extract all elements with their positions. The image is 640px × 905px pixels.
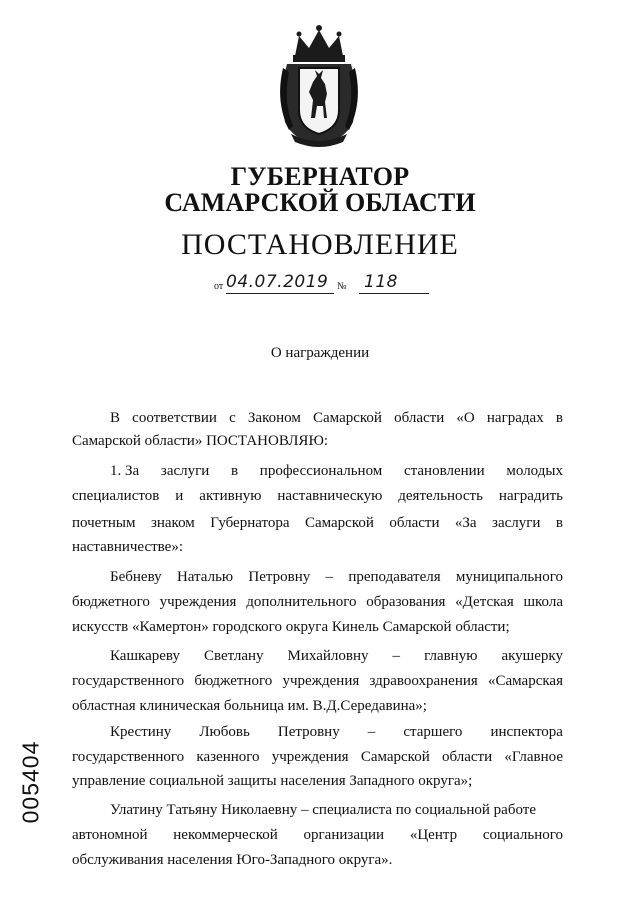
- word: деятельность: [398, 488, 483, 504]
- word: «Главное: [504, 749, 563, 765]
- body-line: [72, 487, 563, 505]
- registration-number-text: 005404: [17, 740, 44, 824]
- body-line: [110, 647, 563, 665]
- word: В: [110, 410, 121, 426]
- word: активную: [199, 488, 262, 504]
- word: некоммерческой: [173, 827, 278, 843]
- word: преподавателя: [348, 569, 441, 585]
- body-line: [72, 748, 563, 766]
- word: организации: [303, 827, 385, 843]
- word: «Самарская: [487, 673, 563, 689]
- word: казенного: [196, 749, 260, 765]
- issuer-title-line1: ГУБЕРНАТОР: [230, 162, 410, 191]
- word: Крестину: [110, 724, 172, 740]
- word: Бебневу: [110, 569, 162, 585]
- word: заслуги: [492, 515, 541, 531]
- word: Светлану: [204, 648, 264, 664]
- word: –: [367, 724, 376, 740]
- body-line: управление социальной защиты населения Западного округа»;: [72, 773, 473, 789]
- word: акушерку: [501, 648, 563, 664]
- issuer-title-line2: САМАРСКОЙ ОБЛАСТИ: [164, 188, 476, 217]
- word: автономной: [72, 827, 148, 843]
- word: знаком: [150, 515, 195, 531]
- word: «За: [454, 515, 477, 531]
- word: учреждения: [282, 673, 360, 689]
- word: молодых: [506, 463, 563, 479]
- word: бюджетного: [72, 594, 150, 610]
- date-underline: [226, 293, 334, 294]
- word: Самарской: [313, 410, 382, 426]
- document-type: ПОСТАНОВЛЕНИЕ: [181, 228, 459, 261]
- word: области: [389, 515, 440, 531]
- number-label: №: [337, 281, 347, 292]
- handwritten-number: 118: [364, 272, 398, 292]
- word: и: [175, 488, 184, 504]
- word: с: [229, 410, 236, 426]
- word: в: [231, 463, 239, 479]
- word: специалистов: [72, 488, 160, 504]
- coat-of-arms-emblem: [273, 22, 365, 150]
- word: –: [325, 569, 334, 585]
- word: области: [394, 410, 445, 426]
- word: наставническую: [277, 488, 383, 504]
- word: Михайловну: [287, 648, 369, 664]
- word: бюджетного: [194, 673, 273, 689]
- word: здравоохранения: [369, 673, 478, 689]
- word: Наталью: [176, 569, 234, 585]
- date-label: от: [214, 281, 224, 292]
- body-line: [72, 826, 563, 844]
- word: Петровну: [248, 569, 311, 585]
- body-line: [110, 409, 563, 427]
- word: «Центр: [409, 827, 458, 843]
- body-line: Самарской области» ПОСТАНОВЛЯЮ:: [72, 433, 329, 449]
- word: Кашкареву: [110, 648, 180, 664]
- number-underline: [359, 293, 429, 294]
- word: в: [555, 410, 563, 426]
- date-number-line: [214, 272, 434, 294]
- handwritten-date: 04.07.2019: [226, 272, 329, 292]
- word: Петровну: [277, 724, 340, 740]
- word: Самарской: [360, 749, 430, 765]
- word: почетным: [72, 515, 136, 531]
- word: 1. За: [110, 463, 140, 479]
- document-subject: О награждении: [270, 345, 370, 361]
- word: Любовь: [199, 724, 250, 740]
- word: образования: [366, 594, 446, 610]
- word: «Детская: [455, 594, 514, 610]
- word: профессиональном: [259, 463, 383, 479]
- word: инспектора: [490, 724, 563, 740]
- body-line: [72, 593, 563, 611]
- word: соответствии: [132, 410, 217, 426]
- body-line: наставничестве»:: [72, 539, 183, 555]
- word: дополнительного: [246, 594, 357, 610]
- word: государственного: [72, 749, 185, 765]
- word: муниципального: [455, 569, 563, 585]
- body-line: Улатину Татьяну Николаевну – специалиста по социальной работе: [110, 802, 536, 818]
- body-line: искусств «Камертон» городского округа Кинель Самарской области;: [72, 619, 510, 635]
- word: области: [441, 749, 493, 765]
- word: в: [555, 515, 563, 531]
- word: учреждения: [271, 749, 349, 765]
- word: учреждения: [159, 594, 237, 610]
- word: Законом: [247, 410, 301, 426]
- word: наградить: [498, 488, 563, 504]
- registration-number: [18, 742, 44, 822]
- body-line: [110, 723, 563, 741]
- body-line: обслуживания населения Юго-Западного округа».: [72, 852, 393, 868]
- word: государственного: [72, 673, 185, 689]
- word: становлении: [404, 463, 485, 479]
- body-line: областная клиническая больница им. В.Д.Середавина»;: [72, 698, 427, 714]
- body-line: [72, 514, 563, 532]
- word: главную: [424, 648, 478, 664]
- word: Губернатора: [210, 515, 290, 531]
- word: «О: [456, 410, 475, 426]
- word: социального: [482, 827, 563, 843]
- word: –: [392, 648, 401, 664]
- word: заслуги: [160, 463, 210, 479]
- body-line: [110, 568, 563, 586]
- body-line: [72, 672, 563, 690]
- word: наградах: [486, 410, 544, 426]
- word: Самарской: [304, 515, 374, 531]
- word: старшего: [403, 724, 463, 740]
- word: школа: [523, 594, 563, 610]
- body-line: [110, 462, 563, 480]
